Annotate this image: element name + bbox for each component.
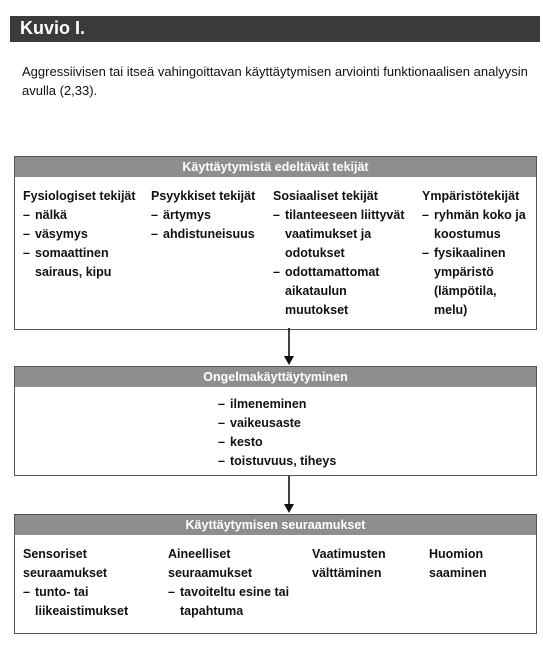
column-title: Huomion saaminen (429, 547, 487, 580)
column-title: Vaatimusten välttäminen (312, 547, 386, 580)
consequence-column-avoidance (312, 545, 412, 583)
column-title: Ympäristötekijät (422, 189, 520, 203)
behavior-box (14, 366, 537, 476)
antecedent-column-environment (422, 187, 530, 320)
list-item: – tunto- tai liikeaistimukset (23, 583, 153, 621)
arrow-down-icon (283, 476, 295, 514)
column-title: Fysiologiset tekijät (23, 189, 136, 203)
list-item: – ryhmän koko ja koostumus (422, 206, 530, 244)
column-title: Psyykkiset tekijät (151, 189, 256, 203)
antecedent-column-physiological (23, 187, 148, 282)
list-item: – vaikeusaste (218, 414, 378, 433)
antecedents-title: Käyttäytymistä edeltävät tekijät (15, 157, 536, 177)
consequences-box (14, 514, 537, 634)
list-item: – ahdistuneisuus (151, 225, 266, 244)
list-item: – väsymys (23, 225, 148, 244)
consequence-column-material (168, 545, 293, 621)
behavior-list (218, 395, 378, 471)
antecedent-column-psychological (151, 187, 266, 244)
behavior-title: Ongelmakäyttäytyminen (15, 367, 536, 387)
list-item: – odottamattomat aikataulun muutokset (273, 263, 413, 320)
arrow-down-icon (283, 328, 295, 366)
list-item: – fysikaalinen ympäristö (lämpötila, melu) (422, 244, 530, 320)
consequence-column-sensory (23, 545, 153, 621)
list-item: – toistuvuus, tiheys (218, 452, 378, 471)
figure-caption: Aggressiivisen tai itseä vahingoittavan käyttäytymisen arviointi funktionaalisen analyysin avulla (2,33). (22, 64, 528, 98)
antecedent-column-social (273, 187, 413, 320)
consequences-title: Käyttäytymisen seuraamukset (15, 515, 536, 535)
antecedents-box (14, 156, 537, 330)
figure-label: Kuvio I. (20, 18, 86, 38)
list-item: – tavoiteltu esine tai tapahtuma (168, 583, 293, 621)
list-item: – nälkä (23, 206, 148, 225)
consequence-column-attention (429, 545, 524, 583)
list-item: – somaattinen sairaus, kipu (23, 244, 148, 282)
list-item: – kesto (218, 433, 378, 452)
list-item: – tilanteeseen liittyvät vaatimukset ja odotukset (273, 206, 413, 263)
column-title: Sosiaaliset tekijät (273, 189, 378, 203)
list-item: – ärtymys (151, 206, 266, 225)
figure-label-bar (10, 16, 540, 42)
column-title: Sensoriset seuraamukset (23, 547, 108, 580)
column-title: Aineelliset seuraamukset (168, 547, 253, 580)
list-item: – ilmeneminen (218, 395, 378, 414)
